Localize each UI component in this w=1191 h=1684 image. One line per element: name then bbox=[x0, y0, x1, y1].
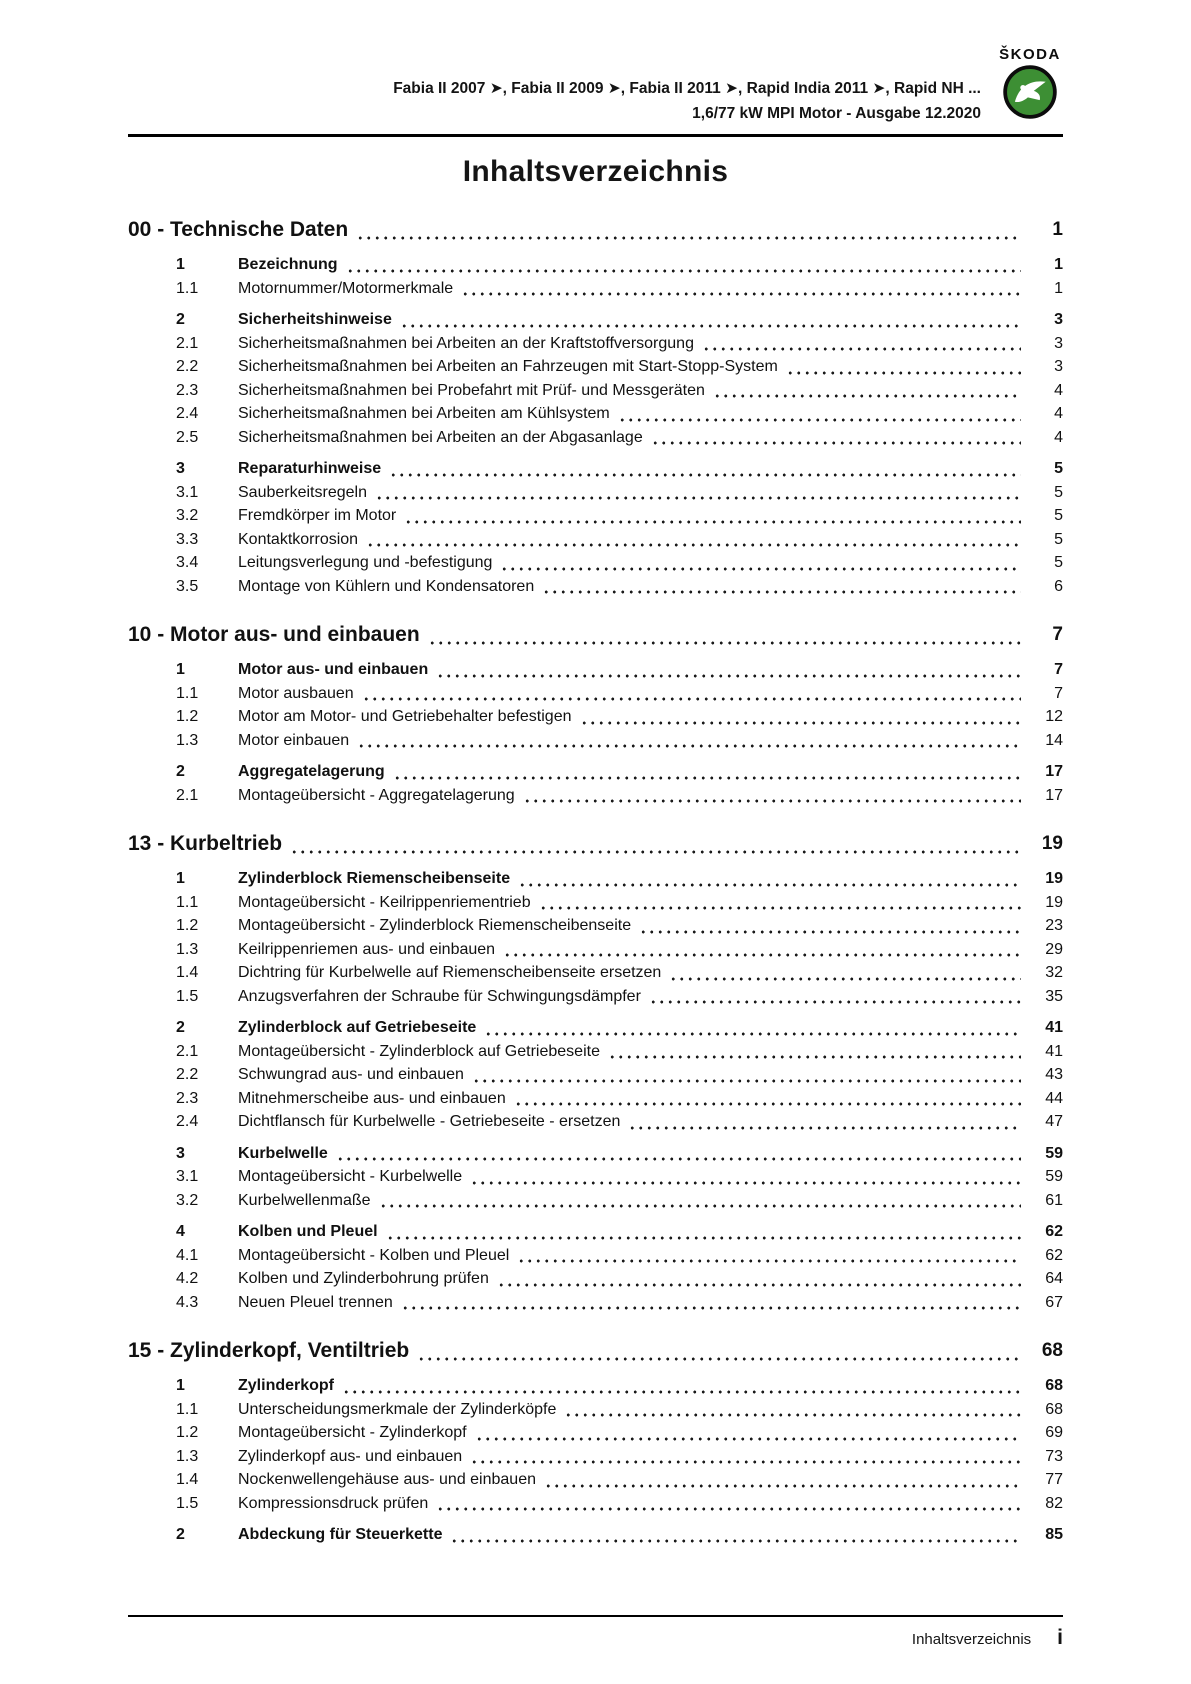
toc-entry-page: 59 bbox=[1045, 1144, 1063, 1162]
page-header bbox=[128, 46, 1063, 126]
toc-entry-page: 5 bbox=[1054, 530, 1063, 548]
toc-entry-page: 77 bbox=[1045, 1471, 1063, 1488]
toc-entry-number: 1 bbox=[176, 1377, 185, 1394]
toc-entry bbox=[128, 760, 1063, 784]
dot-leader bbox=[484, 1032, 1021, 1036]
toc-entry bbox=[128, 575, 1063, 599]
toc-entry-page: 4 bbox=[1054, 428, 1063, 446]
toc-chapter-heading bbox=[128, 620, 1063, 650]
toc-entry-page: 5 bbox=[1054, 460, 1063, 477]
toc-chapter-page: 1 bbox=[1052, 219, 1063, 240]
toc-entry-number: 1.1 bbox=[176, 893, 199, 911]
toc-entry-number: 2.2 bbox=[176, 1066, 199, 1083]
footer-label: Inhaltsverzeichnis bbox=[911, 1631, 1032, 1648]
toc-entry-title: Kolben und Pleuel bbox=[238, 1223, 378, 1240]
skoda-wordmark: ŠKODA bbox=[999, 46, 1061, 63]
toc-entry-page: 17 bbox=[1045, 763, 1063, 780]
toc-entry-number: 1.3 bbox=[176, 1447, 199, 1465]
toc-entry-page: 5 bbox=[1054, 507, 1063, 524]
dot-leader bbox=[786, 371, 1021, 375]
toc-entry bbox=[128, 277, 1063, 301]
dot-leader bbox=[523, 799, 1021, 803]
toc-entry bbox=[128, 1063, 1063, 1087]
header-models-line: Fabia II 2007 ➤, Fabia II 2009 ➤, Fabia II 2011 ➤, Rapid India 2011 ➤, Rapid NH ... bbox=[393, 80, 981, 97]
footer-divider bbox=[128, 1615, 1063, 1617]
toc-entry bbox=[128, 682, 1063, 706]
toc-entry-page: 3 bbox=[1054, 358, 1063, 375]
toc-entry-title: Zylinderblock Riemenscheibenseite bbox=[238, 870, 511, 887]
toc-entry-page: 41 bbox=[1045, 1019, 1063, 1036]
toc-entry bbox=[128, 308, 1063, 332]
toc-entry-page: 82 bbox=[1045, 1494, 1063, 1512]
toc-entry-title: Schwungrad aus- und einbauen bbox=[238, 1066, 464, 1083]
toc-entry-title: Aggregatelagerung bbox=[238, 763, 385, 780]
toc-chapter bbox=[128, 215, 1063, 598]
dot-leader bbox=[580, 721, 1022, 725]
toc-entry-number: 4 bbox=[176, 1223, 185, 1240]
toc-chapter-title: 13 - Kurbeltrieb bbox=[128, 832, 283, 855]
toc-entry-page: 1 bbox=[1054, 256, 1063, 273]
toc-entry-title: Reparaturhinweise bbox=[238, 460, 382, 477]
toc-entry-page: 12 bbox=[1045, 708, 1063, 725]
toc-entry-page: 23 bbox=[1045, 917, 1063, 934]
toc-entry-number: 4.1 bbox=[176, 1246, 199, 1264]
dot-leader bbox=[400, 324, 1021, 328]
toc-entry-title: Montageübersicht - Aggregatelagerung bbox=[238, 786, 515, 804]
toc-entry bbox=[128, 1492, 1063, 1516]
toc-entry-title: Motor aus- und einbauen bbox=[238, 661, 429, 678]
toc-entry bbox=[128, 1110, 1063, 1134]
toc-entry-title: Zylinderkopf bbox=[238, 1377, 335, 1394]
toc-entry-page: 7 bbox=[1054, 661, 1063, 678]
dot-leader bbox=[436, 674, 1021, 678]
toc-entry-number: 1.2 bbox=[176, 1424, 199, 1441]
page-footer bbox=[128, 1615, 1063, 1650]
toc-entry-number: 3.5 bbox=[176, 577, 199, 595]
toc-entry-number: 3 bbox=[176, 1144, 185, 1162]
toc-entry bbox=[128, 481, 1063, 505]
toc-entry-page: 32 bbox=[1045, 964, 1063, 981]
dot-leader bbox=[651, 441, 1021, 445]
toc-entry-page: 29 bbox=[1045, 940, 1063, 958]
toc-entry-page: 85 bbox=[1045, 1526, 1063, 1543]
toc-entry-title: Nockenwellengehäuse aus- und einbauen bbox=[238, 1471, 536, 1488]
toc-entry-page: 3 bbox=[1054, 334, 1063, 352]
toc-entry-title: Kontaktkorrosion bbox=[238, 530, 359, 548]
toc-entry-number: 2.3 bbox=[176, 1089, 199, 1107]
toc-entry bbox=[128, 1398, 1063, 1422]
dot-leader bbox=[514, 1102, 1021, 1106]
toc-entry-number: 1 bbox=[176, 661, 185, 678]
toc-entry-title: Motornummer/Motormerkmale bbox=[238, 279, 454, 297]
dot-leader bbox=[475, 1437, 1021, 1441]
toc-entry-title: Montageübersicht - Kurbelwelle bbox=[238, 1168, 463, 1185]
toc-entry bbox=[128, 1016, 1063, 1040]
dot-leader bbox=[417, 1357, 1021, 1361]
toc-entry-title: Mitnehmerscheibe aus- und einbauen bbox=[238, 1089, 506, 1107]
dot-leader bbox=[639, 930, 1021, 934]
toc-entry-number: 1.2 bbox=[176, 917, 199, 934]
toc-entry-title: Keilrippenriemen aus- und einbauen bbox=[238, 940, 496, 958]
toc-entry bbox=[128, 1523, 1063, 1547]
toc-entry-number: 1 bbox=[176, 870, 185, 887]
toc-chapter-heading bbox=[128, 829, 1063, 859]
toc-entry-page: 62 bbox=[1045, 1246, 1063, 1264]
dot-leader bbox=[389, 473, 1021, 477]
toc-entry-page: 41 bbox=[1045, 1042, 1063, 1060]
dot-leader bbox=[461, 292, 1021, 296]
dot-leader bbox=[336, 1157, 1021, 1161]
toc-entry-page: 43 bbox=[1045, 1066, 1063, 1083]
toc-entry bbox=[128, 1267, 1063, 1291]
toc-entry bbox=[128, 1165, 1063, 1189]
toc-entry-page: 68 bbox=[1045, 1400, 1063, 1418]
dot-leader bbox=[470, 1181, 1021, 1185]
dot-leader bbox=[357, 744, 1021, 748]
toc-entry-number: 2.5 bbox=[176, 428, 199, 446]
toc-entry-number: 3.2 bbox=[176, 1191, 199, 1209]
toc-entry bbox=[128, 985, 1063, 1009]
toc-entry-number: 1.4 bbox=[176, 1471, 199, 1488]
toc-entry-title: Motor einbauen bbox=[238, 731, 350, 749]
toc-chapter-title: 15 - Zylinderkopf, Ventiltrieb bbox=[128, 1339, 410, 1362]
toc-entry-page: 6 bbox=[1054, 577, 1063, 595]
toc-entry-title: Bezeichnung bbox=[238, 256, 338, 273]
toc-entry-number: 1.2 bbox=[176, 708, 199, 725]
dot-leader bbox=[649, 1000, 1021, 1004]
toc-entry-title: Kurbelwelle bbox=[238, 1144, 328, 1162]
dot-leader bbox=[628, 1126, 1021, 1130]
toc-entry-page: 69 bbox=[1045, 1424, 1063, 1441]
toc-entry bbox=[128, 1421, 1063, 1445]
toc-entry-number: 2.2 bbox=[176, 358, 199, 375]
toc-entry bbox=[128, 426, 1063, 450]
toc-entry-title: Sicherheitsmaßnahmen bei Arbeiten an der Kraftstoffversorgung bbox=[238, 334, 694, 352]
toc-entry-title: Kompressionsdruck prüfen bbox=[238, 1494, 429, 1512]
toc-entry-number: 3.1 bbox=[176, 1168, 199, 1185]
toc-entry-number: 1.5 bbox=[176, 987, 199, 1005]
toc-entry-number: 4.3 bbox=[176, 1293, 199, 1311]
toc-entry bbox=[128, 1087, 1063, 1111]
table-of-contents bbox=[128, 215, 1063, 1547]
toc-entry-title: Unterscheidungsmerkmale der Zylinderköpfe bbox=[238, 1400, 557, 1418]
toc-entry-title: Sicherheitsmaßnahmen bei Arbeiten an der Abgasanlage bbox=[238, 428, 643, 446]
toc-entry bbox=[128, 1189, 1063, 1213]
toc-entry-page: 19 bbox=[1045, 893, 1063, 911]
toc-entry bbox=[128, 1040, 1063, 1064]
toc-entry-page: 35 bbox=[1045, 987, 1063, 1005]
toc-entry-number: 3.3 bbox=[176, 530, 199, 548]
dot-leader bbox=[470, 1460, 1021, 1464]
toc-entry-page: 19 bbox=[1045, 870, 1063, 887]
dot-leader bbox=[503, 953, 1021, 957]
dot-leader bbox=[500, 567, 1021, 571]
toc-chapter bbox=[128, 829, 1063, 1314]
toc-entry-title: Montageübersicht - Kolben und Pleuel bbox=[238, 1246, 510, 1264]
toc-entry-number: 1 bbox=[176, 256, 185, 273]
toc-entry-title: Sicherheitsmaßnahmen bei Arbeiten am Kühlsystem bbox=[238, 405, 610, 422]
dot-leader bbox=[517, 1259, 1021, 1263]
dot-leader bbox=[290, 850, 1021, 854]
toc-entry bbox=[128, 504, 1063, 528]
toc-chapter-title: 10 - Motor aus- und einbauen bbox=[128, 623, 420, 646]
dot-leader bbox=[386, 1236, 1021, 1240]
toc-entry-page: 67 bbox=[1045, 1293, 1063, 1311]
toc-entry-title: Abdeckung für Steuerkette bbox=[238, 1526, 443, 1543]
toc-entry-number: 4.2 bbox=[176, 1270, 199, 1287]
toc-chapter-heading bbox=[128, 1336, 1063, 1366]
toc-entry-page: 44 bbox=[1045, 1089, 1063, 1107]
toc-entry bbox=[128, 551, 1063, 575]
toc-entry-number: 2 bbox=[176, 1526, 185, 1543]
toc-entry-number: 1.5 bbox=[176, 1494, 199, 1512]
toc-entry-number: 1.3 bbox=[176, 731, 199, 749]
toc-chapter bbox=[128, 1336, 1063, 1547]
footer-page-number: i bbox=[1057, 1626, 1063, 1649]
dot-leader bbox=[342, 1390, 1021, 1394]
toc-chapter-page: 7 bbox=[1052, 624, 1063, 645]
toc-entry-page: 68 bbox=[1045, 1377, 1063, 1394]
toc-entry bbox=[128, 332, 1063, 356]
toc-entry-title: Montageübersicht - Zylinderkopf bbox=[238, 1424, 467, 1441]
toc-entry-number: 1.1 bbox=[176, 684, 199, 702]
toc-entry-page: 14 bbox=[1045, 731, 1063, 749]
dot-leader bbox=[401, 1306, 1021, 1310]
toc-entry bbox=[128, 253, 1063, 277]
toc-entry-title: Montageübersicht - Zylinderblock Riemenscheibenseite bbox=[238, 917, 632, 934]
toc-entry bbox=[128, 355, 1063, 379]
toc-entry-title: Motor ausbauen bbox=[238, 684, 354, 702]
dot-leader bbox=[713, 394, 1021, 398]
toc-entry-page: 61 bbox=[1045, 1191, 1063, 1209]
toc-entry-number: 2.3 bbox=[176, 381, 199, 399]
dot-leader bbox=[497, 1283, 1021, 1287]
dot-leader bbox=[356, 236, 1021, 240]
toc-entry bbox=[128, 1142, 1063, 1166]
dot-leader bbox=[428, 641, 1021, 645]
toc-entry bbox=[128, 1244, 1063, 1268]
toc-entry bbox=[128, 891, 1063, 915]
dot-leader bbox=[472, 1079, 1021, 1083]
toc-chapter-heading bbox=[128, 215, 1063, 245]
toc-chapter-title: 00 - Technische Daten bbox=[128, 218, 349, 241]
toc-entry-number: 1.4 bbox=[176, 964, 199, 981]
toc-chapter bbox=[128, 620, 1063, 807]
dot-leader bbox=[450, 1539, 1021, 1543]
toc-entry-number: 1.1 bbox=[176, 1400, 199, 1418]
toc-entry-title: Leitungsverlegung und -befestigung bbox=[238, 554, 493, 571]
skoda-logo bbox=[997, 46, 1063, 119]
toc-entry-page: 17 bbox=[1045, 786, 1063, 804]
toc-entry bbox=[128, 938, 1063, 962]
toc-entry-title: Montage von Kühlern und Kondensatoren bbox=[238, 577, 535, 595]
toc-entry-number: 2 bbox=[176, 311, 185, 328]
dot-leader bbox=[544, 1484, 1021, 1488]
toc-entry-number: 3.4 bbox=[176, 554, 199, 571]
toc-entry-number: 2.4 bbox=[176, 1113, 199, 1130]
skoda-winged-arrow-icon bbox=[1003, 65, 1057, 119]
toc-entry-page: 1 bbox=[1054, 279, 1063, 297]
toc-entry bbox=[128, 914, 1063, 938]
dot-leader bbox=[542, 590, 1021, 594]
dot-leader bbox=[702, 347, 1021, 351]
dot-leader bbox=[618, 418, 1021, 422]
dot-leader bbox=[564, 1413, 1021, 1417]
toc-entry-number: 2 bbox=[176, 1019, 185, 1036]
toc-entry bbox=[128, 867, 1063, 891]
toc-chapter-page: 19 bbox=[1041, 833, 1063, 854]
toc-entry bbox=[128, 1468, 1063, 1492]
toc-entry bbox=[128, 1374, 1063, 1398]
toc-entry-title: Anzugsverfahren der Schraube für Schwingungsdämpfer bbox=[238, 987, 641, 1005]
dot-leader bbox=[366, 543, 1021, 547]
dot-leader bbox=[346, 269, 1021, 273]
toc-entry-page: 7 bbox=[1054, 684, 1063, 702]
toc-entry bbox=[128, 457, 1063, 481]
toc-entry-title: Motor am Motor- und Getriebehalter befestigen bbox=[238, 708, 572, 725]
toc-entry-page: 4 bbox=[1054, 405, 1063, 422]
toc-entry-title: Dichtflansch für Kurbelwelle - Getriebeseite - ersetzen bbox=[238, 1113, 621, 1130]
toc-entry bbox=[128, 528, 1063, 552]
dot-leader bbox=[404, 520, 1021, 524]
toc-entry-title: Zylinderkopf aus- und einbauen bbox=[238, 1447, 463, 1465]
toc-entry-number: 3 bbox=[176, 460, 185, 477]
toc-entry-page: 64 bbox=[1045, 1270, 1063, 1287]
toc-entry-page: 4 bbox=[1054, 381, 1063, 399]
toc-entry-title: Montageübersicht - Keilrippenriementrieb bbox=[238, 893, 531, 911]
toc-entry-title: Kurbelwellenmaße bbox=[238, 1191, 371, 1209]
header-edition-line: 1,6/77 kW MPI Motor - Ausgabe 12.2020 bbox=[692, 105, 981, 122]
toc-entry-number: 3.2 bbox=[176, 507, 199, 524]
toc-entry-title: Dichtring für Kurbelwelle auf Riemenscheibenseite ersetzen bbox=[238, 964, 662, 981]
toc-entry-page: 47 bbox=[1045, 1113, 1063, 1130]
toc-entry-title: Neuen Pleuel trennen bbox=[238, 1293, 393, 1311]
dot-leader bbox=[669, 977, 1021, 981]
toc-entry-number: 1.3 bbox=[176, 940, 199, 958]
toc-entry bbox=[128, 1445, 1063, 1469]
dot-leader bbox=[608, 1055, 1021, 1059]
toc-entry-title: Montageübersicht - Zylinderblock auf Getriebeseite bbox=[238, 1042, 600, 1060]
toc-entry-title: Sicherheitsmaßnahmen bei Arbeiten an Fahrzeugen mit Start-Stopp-System bbox=[238, 358, 778, 375]
page-title: Inhaltsverzeichnis bbox=[462, 155, 729, 188]
toc-entry-title: Sauberkeitsregeln bbox=[238, 483, 367, 501]
toc-entry-number: 2.1 bbox=[176, 786, 199, 804]
toc-entry bbox=[128, 784, 1063, 808]
toc-entry-page: 62 bbox=[1045, 1223, 1063, 1240]
dot-leader bbox=[379, 1204, 1021, 1208]
toc-entry-page: 5 bbox=[1054, 554, 1063, 571]
toc-entry bbox=[128, 705, 1063, 729]
toc-entry-page: 3 bbox=[1054, 311, 1063, 328]
toc-entry-title: Kolben und Zylinderbohrung prüfen bbox=[238, 1270, 489, 1287]
toc-entry bbox=[128, 379, 1063, 403]
header-text bbox=[393, 46, 981, 126]
dot-leader bbox=[436, 1507, 1021, 1511]
toc-entry-title: Zylinderblock auf Getriebeseite bbox=[238, 1019, 477, 1036]
dot-leader bbox=[539, 906, 1021, 910]
toc-entry bbox=[128, 658, 1063, 682]
toc-entry-title: Sicherheitshinweise bbox=[238, 311, 392, 328]
toc-entry-page: 73 bbox=[1045, 1447, 1063, 1465]
toc-entry bbox=[128, 729, 1063, 753]
toc-chapter-page: 68 bbox=[1041, 1340, 1063, 1361]
dot-leader bbox=[375, 496, 1021, 500]
dot-leader bbox=[393, 776, 1021, 780]
toc-entry-number: 2.4 bbox=[176, 405, 199, 422]
toc-entry-page: 59 bbox=[1045, 1168, 1063, 1185]
toc-entry-page: 5 bbox=[1054, 483, 1063, 501]
toc-entry-number: 3.1 bbox=[176, 483, 199, 501]
toc-entry-title: Fremdkörper im Motor bbox=[238, 507, 397, 524]
toc-entry bbox=[128, 1291, 1063, 1315]
toc-entry-number: 1.1 bbox=[176, 279, 199, 297]
toc-entry bbox=[128, 402, 1063, 426]
toc-entry-number: 2.1 bbox=[176, 1042, 199, 1060]
toc-entry-number: 2 bbox=[176, 763, 185, 780]
dot-leader bbox=[362, 697, 1021, 701]
header-divider bbox=[128, 134, 1063, 137]
toc-entry-title: Sicherheitsmaßnahmen bei Probefahrt mit Prüf- und Messgeräten bbox=[238, 381, 705, 399]
toc-entry-number: 2.1 bbox=[176, 334, 199, 352]
dot-leader bbox=[518, 883, 1021, 887]
toc-entry bbox=[128, 1220, 1063, 1244]
toc-entry bbox=[128, 961, 1063, 985]
